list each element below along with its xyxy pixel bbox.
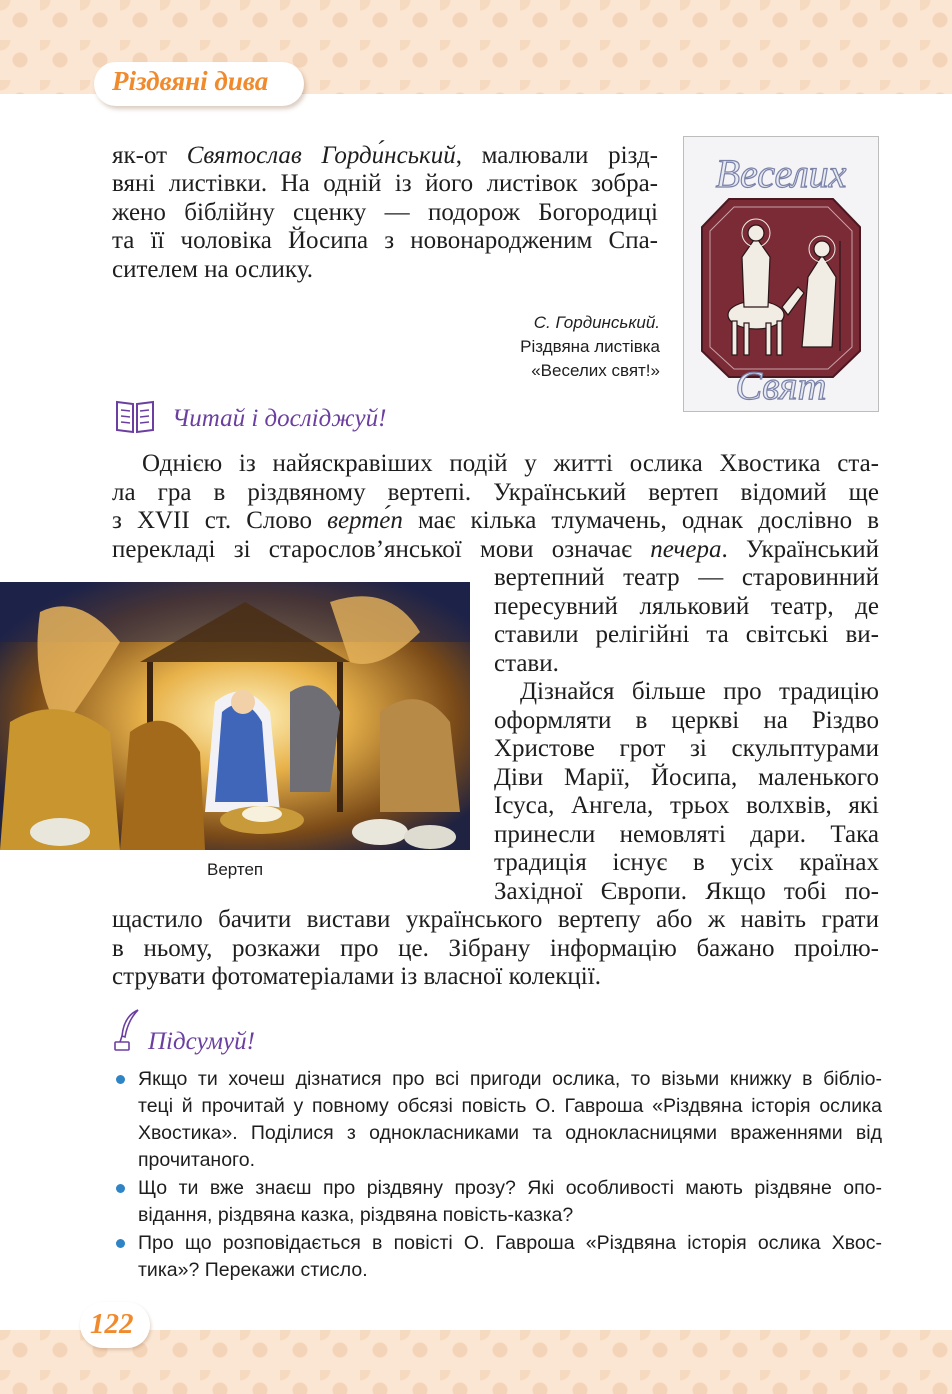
summary-section-heading: Підсумуй! — [148, 1028, 255, 1055]
summary-bullet-1 — [112, 1066, 882, 1174]
p1-side-line-4: стави. — [494, 650, 559, 677]
postcard-caption-title: Різдвяна листівка — [520, 337, 660, 356]
term-vertep: верте́п — [327, 507, 403, 534]
p2-side-line-6: принесли немовляті дари. Така — [494, 821, 879, 848]
summary-bullet-3 — [112, 1230, 882, 1284]
bullet-1-line-4: прочитаного. — [138, 1149, 255, 1171]
book-icon — [114, 398, 156, 436]
bullet-1-line-3: Хвостика». Поділися з однокласниками та однокласницями враженнями від — [138, 1122, 882, 1144]
p2-line-10: в ньому, розкажи про це. Зібрану інформацію бажано проілю- — [112, 935, 879, 962]
postcard-caption-author: С. Гординський. — [533, 313, 660, 332]
intro-line-4: та її чоловіка Йосипа з новонародженим Спа- — [112, 227, 658, 254]
postcard-image — [683, 136, 879, 412]
bullet-1-line-1: Якщо ти хочеш дізнатися про всі пригоди ослика, то візьми книжку в бібліо- — [138, 1068, 882, 1090]
bullet-2-line-1: Що ти вже знаєш про різдвяну прозу? Які особливості мають різдвяне опо- — [138, 1177, 882, 1199]
summary-bullet-2 — [112, 1175, 882, 1229]
intro-line-3: жено біблійну сценку — подорож Богородиці — [112, 199, 658, 226]
p1-line-3-prefix: з XVII ст. Слово — [112, 507, 328, 534]
read-section-heading: Читай і досліджуй! — [172, 405, 387, 432]
p2-side-line-2: оформляти в церкві на Різдво — [494, 707, 879, 734]
bullet-3-line-1: Про що розповідається в повісті О. Гавроша «Різдвяна історія ослика Хвос- — [138, 1232, 882, 1254]
p1-line-2: ла гра в різдвяному вертепі. Український вертеп відомий ще — [112, 479, 879, 506]
intro-line-5: сителем на ослику. — [112, 256, 313, 283]
intro-line-1-suffix: , малювали різд- — [455, 142, 658, 169]
p1-line-3-suffix: має кілька тлумачень, однак дослівно в — [402, 507, 880, 534]
artist-name: Святослав Горди́нський — [186, 142, 456, 169]
p1-line-4-prefix: перекладі зі старослов’янської мови означає — [112, 536, 651, 563]
summary-bullet-list — [112, 1066, 882, 1285]
bullet-1-line-2: теці й прочитай у повному обсязі повість О. Гавроша «Різдвяна історія ослика — [138, 1095, 882, 1117]
p1-line-1: Однією із найяскравіших подій у житті ослика Хвостика ста- — [142, 450, 879, 477]
page-number: 122 — [90, 1308, 134, 1340]
term-pechera: печера — [650, 536, 722, 563]
p1-line-4-suffix: . Український — [721, 536, 879, 563]
bullet-2-line-2: відання, різдвяна казка, різдвяна повість-казка? — [138, 1204, 574, 1226]
p2-line-11: струвати фотоматеріалами із власної колекції. — [112, 963, 601, 990]
postcard-caption-quote: «Веселих свят!» — [531, 361, 660, 380]
bullet-3-line-2: тика»? Перекажи стисло. — [138, 1259, 368, 1281]
intro-line-2: вяні листівки. На одній із його листівок зобра- — [112, 170, 658, 197]
bullet-dot-icon — [116, 1239, 125, 1248]
p1-line-3 — [112, 507, 879, 536]
postcard-illustration — [684, 137, 878, 411]
bullet-dot-icon — [116, 1184, 125, 1193]
page-number-badge — [80, 1302, 150, 1348]
intro-line-1 — [112, 142, 658, 171]
p2-side-line-1: Дізнайся більше про традицію — [520, 678, 879, 705]
bullet-dot-icon — [116, 1075, 125, 1084]
p1-side-line-1: вертепний театр — старовинний — [494, 564, 879, 591]
chapter-title: Різдвяні дива — [112, 66, 269, 96]
p2-side-line-7: традиція існує в усіх країнах — [494, 849, 879, 876]
quill-icon — [112, 1008, 142, 1052]
p1-line-4 — [112, 536, 879, 565]
nativity-caption: Вертеп — [207, 860, 264, 879]
nativity-image — [0, 582, 470, 850]
p2-side-line-4: Діви Марії, Йосипа, маленького — [494, 764, 879, 791]
p2-side-line-3: Христове грот зі скульптурами — [494, 735, 879, 762]
p1-side-line-3: ставили релігійні та світські ви- — [494, 621, 879, 648]
intro-line-1-prefix: як-от — [112, 142, 187, 169]
p2-side-line-8: Західної Європи. Якщо тобі по- — [494, 878, 879, 905]
postcard-word-top: Веселих — [715, 151, 847, 196]
nativity-illustration — [0, 582, 470, 850]
p2-side-line-5: Ісуса, Ангела, трьох волхвів, які — [494, 792, 879, 819]
p1-side-line-2: пересувний ляльковий театр, де — [494, 593, 879, 620]
postcard-word-bottom: Свят — [735, 363, 827, 408]
p2-line-9: щастило бачити вистави українського вертепу або ж навіть грати — [112, 906, 879, 933]
